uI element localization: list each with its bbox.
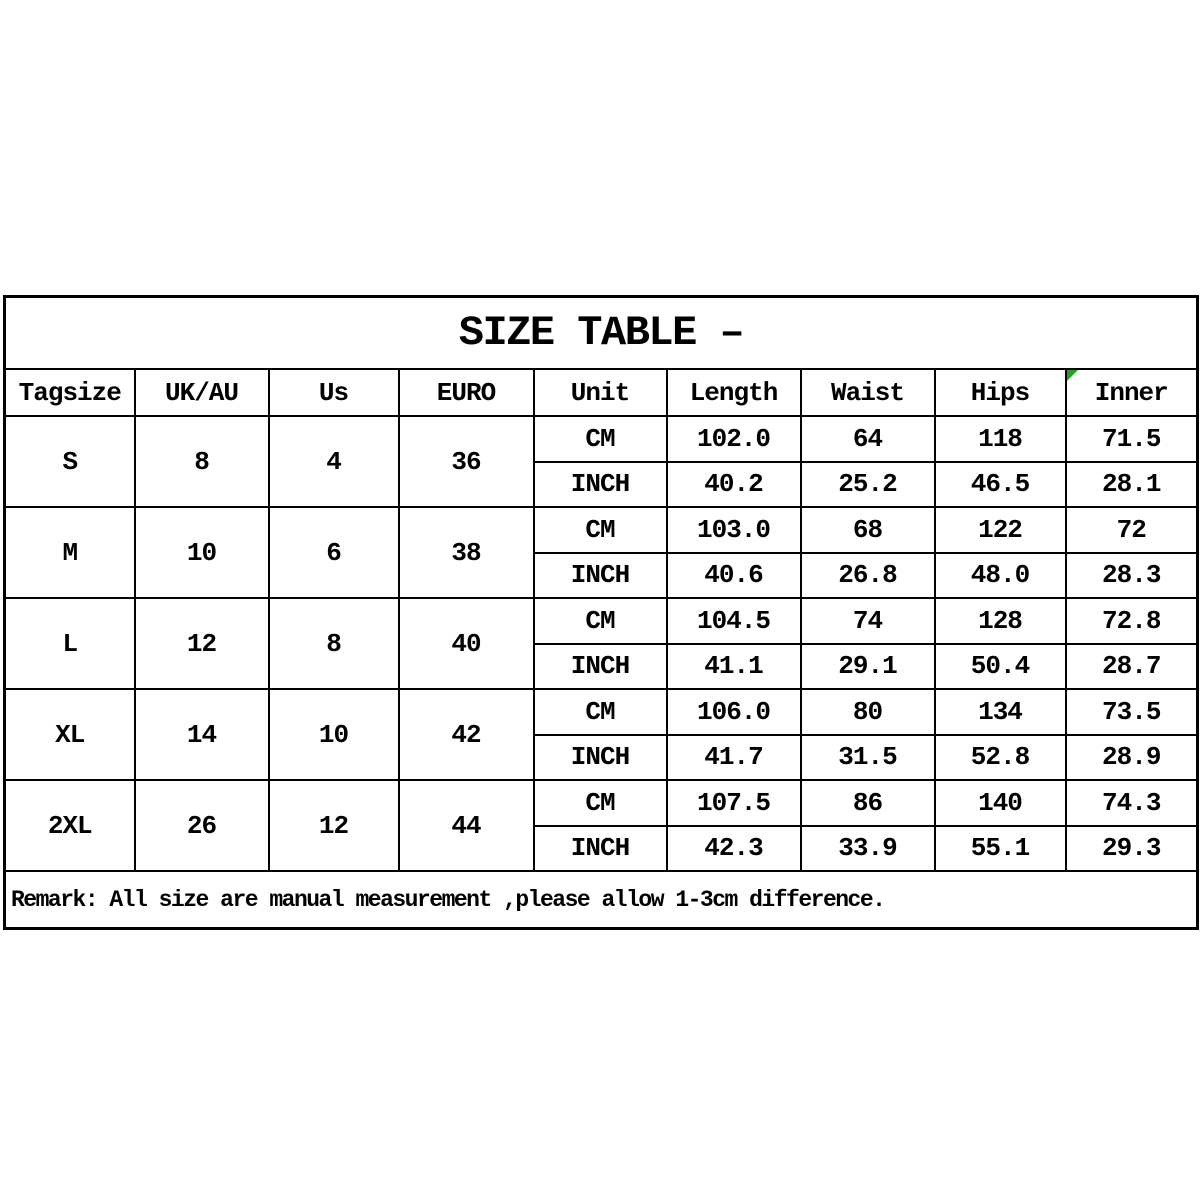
cell-us: 12 (269, 780, 399, 871)
cell-uk-au: 26 (135, 780, 269, 871)
cell-euro: 42 (399, 689, 534, 780)
cell-uk-au: 8 (135, 416, 269, 507)
cell-inner: 71.5 (1066, 416, 1198, 462)
cell-length: 107.5 (667, 780, 801, 826)
cell-waist: 80 (801, 689, 935, 735)
cell-euro: 40 (399, 598, 534, 689)
cell-tagsize: M (5, 507, 135, 598)
cell-hips: 118 (935, 416, 1066, 462)
cell-hips: 122 (935, 507, 1066, 553)
cell-inner: 28.1 (1066, 462, 1198, 508)
cell-us: 8 (269, 598, 399, 689)
cell-inner: 28.9 (1066, 735, 1198, 781)
remark-text: Remark: All size are manual measurement ,please allow 1-3cm difference. (5, 871, 1198, 929)
cell-us: 4 (269, 416, 399, 507)
cell-us: 6 (269, 507, 399, 598)
cell-hips: 134 (935, 689, 1066, 735)
cell-unit: CM (534, 598, 667, 644)
table-row-s-cm (5, 416, 1198, 462)
cell-length: 41.7 (667, 735, 801, 781)
cell-length: 42.3 (667, 826, 801, 872)
cell-inner: 72.8 (1066, 598, 1198, 644)
cell-unit: CM (534, 507, 667, 553)
cell-unit: INCH (534, 462, 667, 508)
cell-waist: 33.9 (801, 826, 935, 872)
col-header-euro: EURO (399, 369, 534, 416)
col-header-tagsize: Tagsize (5, 369, 135, 416)
cell-waist: 64 (801, 416, 935, 462)
cell-hips: 55.1 (935, 826, 1066, 872)
cell-hips: 128 (935, 598, 1066, 644)
cell-tagsize: 2XL (5, 780, 135, 871)
header-row (5, 369, 1198, 416)
cell-uk-au: 12 (135, 598, 269, 689)
cell-length: 103.0 (667, 507, 801, 553)
cell-waist: 86 (801, 780, 935, 826)
table-row-l-cm (5, 598, 1198, 644)
table-row-2xl-cm (5, 780, 1198, 826)
table-row-m-cm (5, 507, 1198, 553)
cell-inner: 28.7 (1066, 644, 1198, 690)
cell-unit: CM (534, 780, 667, 826)
cell-unit: CM (534, 689, 667, 735)
cell-tagsize: S (5, 416, 135, 507)
cell-unit: INCH (534, 735, 667, 781)
cell-length: 41.1 (667, 644, 801, 690)
col-header-length: Length (667, 369, 801, 416)
table-row-xl-cm (5, 689, 1198, 735)
cell-length: 106.0 (667, 689, 801, 735)
cell-inner: 72 (1066, 507, 1198, 553)
cell-tagsize: XL (5, 689, 135, 780)
cell-waist: 74 (801, 598, 935, 644)
cell-length: 40.2 (667, 462, 801, 508)
cell-unit: INCH (534, 826, 667, 872)
cell-hips: 46.5 (935, 462, 1066, 508)
cell-waist: 25.2 (801, 462, 935, 508)
cell-euro: 36 (399, 416, 534, 507)
remark-row (5, 871, 1198, 929)
cell-us: 10 (269, 689, 399, 780)
cell-length: 102.0 (667, 416, 801, 462)
cell-unit: INCH (534, 553, 667, 599)
col-header-inner-label: Inner (1094, 377, 1168, 408)
title-row (5, 297, 1198, 370)
cell-waist: 29.1 (801, 644, 935, 690)
cell-uk-au: 14 (135, 689, 269, 780)
cell-inner: 28.3 (1066, 553, 1198, 599)
cell-unit: CM (534, 416, 667, 462)
cell-waist: 68 (801, 507, 935, 553)
cell-hips: 140 (935, 780, 1066, 826)
cell-euro: 38 (399, 507, 534, 598)
cell-hips: 52.8 (935, 735, 1066, 781)
cell-hips: 48.0 (935, 553, 1066, 599)
cell-length: 104.5 (667, 598, 801, 644)
table-title: SIZE TABLE – (5, 297, 1198, 370)
size-table (3, 295, 1199, 930)
col-header-us: Us (269, 369, 399, 416)
cell-inner: 74.3 (1066, 780, 1198, 826)
cell-tagsize: L (5, 598, 135, 689)
col-header-uk-au: UK/AU (135, 369, 269, 416)
cell-inner: 73.5 (1066, 689, 1198, 735)
cell-waist: 31.5 (801, 735, 935, 781)
cell-hips: 50.4 (935, 644, 1066, 690)
cell-waist: 26.8 (801, 553, 935, 599)
col-header-inner (1066, 369, 1198, 416)
col-header-hips: Hips (935, 369, 1066, 416)
cell-uk-au: 10 (135, 507, 269, 598)
col-header-unit: Unit (534, 369, 667, 416)
green-corner-marker-icon (1067, 370, 1078, 381)
cell-euro: 44 (399, 780, 534, 871)
cell-length: 40.6 (667, 553, 801, 599)
cell-unit: INCH (534, 644, 667, 690)
col-header-waist: Waist (801, 369, 935, 416)
cell-inner: 29.3 (1066, 826, 1198, 872)
